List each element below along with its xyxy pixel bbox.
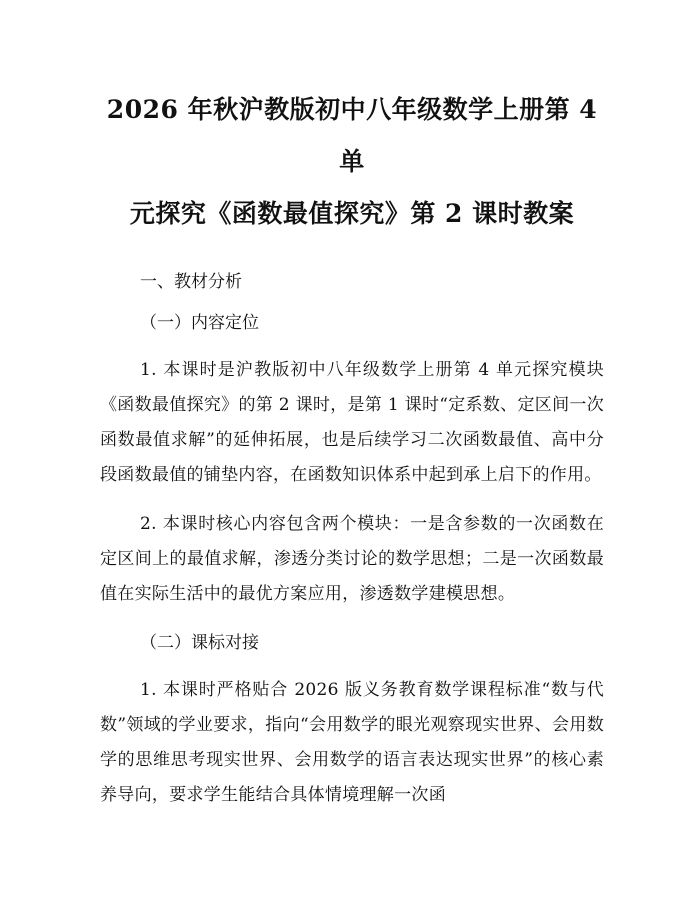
document-title [100,0,604,240]
paragraph-1: 1. 本课时是沪教版初中八年级数学上册第 4 单元探究模块《函数最值探究》的第 2 课时，是第 1 课时“定系数、定区间一次函数最值求解”的延伸拓展，也是后续学习二次函数最值、高中分段函数最值的铺垫内容，在函数知识体系中起到承上启下的作用。 [100,360,604,485]
section-heading-teaching-material-analysis: 一、教材分析 [140,272,242,292]
title-line-2: 元探究《函数最值探究》第 2 课时教案 [129,199,575,228]
paragraph-2: 2. 本课时核心内容包含两个模块：一是含参数的一次函数在定区间上的最值求解，渗透分类讨论的数学思想；二是一次函数最值在实际生活中的最优方案应用，渗透数学建模思想。 [100,514,604,604]
subsection-heading-content-positioning: （一）内容定位 [140,313,259,333]
title-line-1: 2026 年秋沪教版初中八年级数学上册第 4 单 [106,95,598,176]
paragraph-3: 1. 本课时严格贴合 2026 版义务教育数学课程标准“数与代数”领域的学业要求，指向“会用数学的眼光观察现实世界、会用数学的思维思考现实世界、会用数学的语言表达现实世界”的核心素养导向，要求学生能结合具体情境理解一次函 [100,680,604,805]
subsection-heading-curriculum-standard: （二）课标对接 [140,633,259,653]
